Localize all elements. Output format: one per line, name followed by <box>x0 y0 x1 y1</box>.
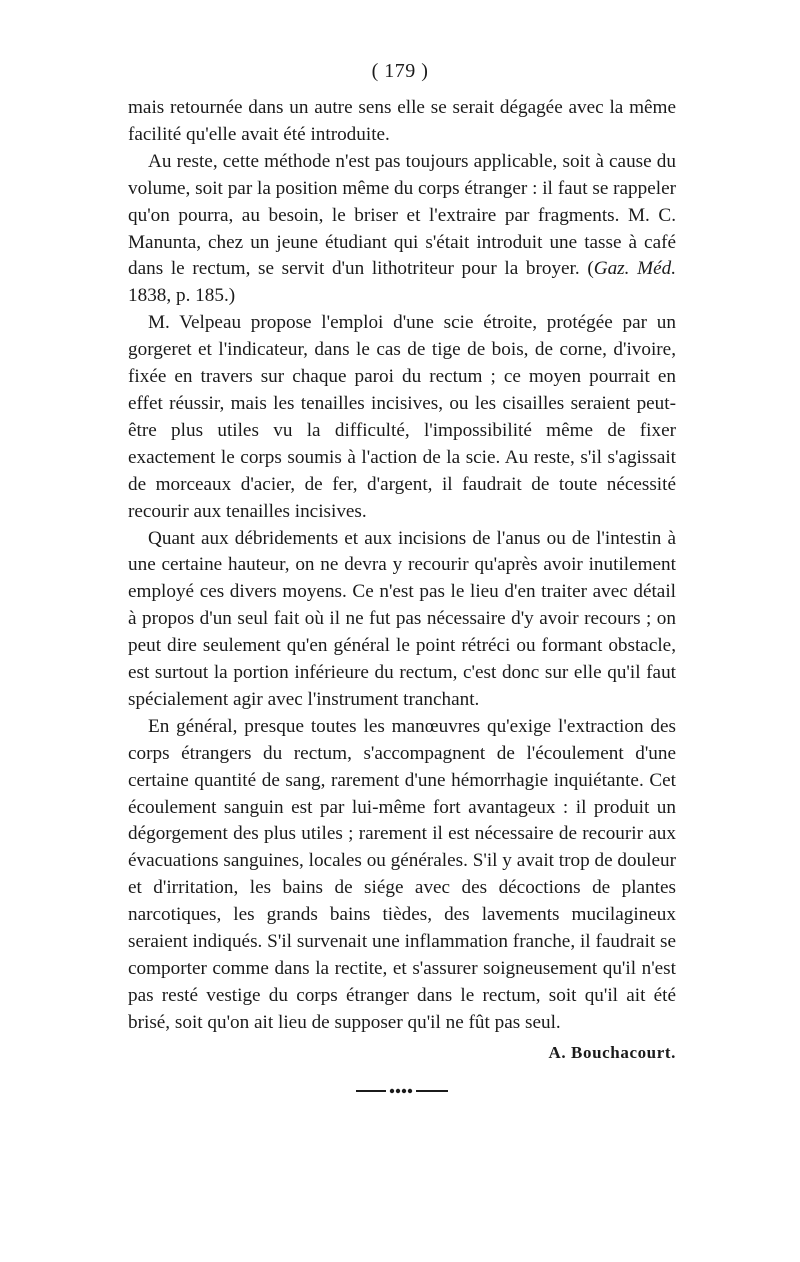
paragraph-2 <box>128 149 676 310</box>
page-number: ( 179 ) <box>371 60 429 82</box>
paragraph-2-after: 1838, p. 185.) <box>128 285 236 307</box>
paragraph-1-text: mais retournée dans un autre sens elle se serait dégagée avec la même facilité qu'elle avait été introduite. <box>128 97 676 145</box>
paragraph-2-text: Au reste, cette méthode n'est pas toujours applicable, soit à cause du volume, soit par la position même du corps étranger : il faut se rappeler qu'on pourra, au besoin, le briser et l'extraire par fragments. M. C. Manunta, chez un jeune étudiant qui s'était introduit une tasse à café dans le rectum, se servit d'un lithotriteur pour la broyer. ( <box>128 150 676 280</box>
paragraph-3-text: M. Velpeau propose l'emploi d'une scie étroite, protégée par un gorgeret et l'indicateur, dans le cas de tige de bois, de corne, d'ivoire, fixée en travers sur chaque paroi du rectum ; ce moyen pourrait en effet réussir, mais les tenailles incisives, ou les cisailles seraient peut-être plus utiles vu la difficulté, l'impossibilité même de fixer exactement le corps soumis à l'action de la scie. Au reste, s'il s'agissait de morceaux d'acier, de fer, d'argent, il faudrait de toute nécessité recourir aux tenailles incisives. <box>128 312 676 522</box>
citation: Gaz. Méd. <box>593 258 676 280</box>
dashed-rule-ornament-icon <box>356 1088 448 1094</box>
author-signature: A. Bouchacourt. <box>548 1042 676 1062</box>
paragraph-5-text: En général, presque toutes les manœuvres qu'exige l'extraction des corps étrangers du rectum, s'accompagnent de l'écoulement d'une certaine quantité de sang, rarement d'une hémorrhagie inquiétante. Cet écoulement sanguin est par lui-même fort avantageux : il produit un dégorgement des plus utiles ; rarement il est nécessaire de recourir aux évacuations sanguines, locales ou générales. S'il y avait trop de douleur et d'irritation, les bains de siége avec des décoctions de plantes narcotiques, les grands bains tièdes, des lavements mucilagineux seraient indiqués. S'il survenait une inflammation franche, il faudrait se comporter comme dans la rectite, et s'assurer soigneusement qu'il n'est pas resté vestige du corps étranger dans le rectum, soit qu'il ait été brisé, soit qu'on ait lieu de supposer qu'il ne fût pas seul. <box>128 715 677 1033</box>
paragraph-4-text: Quant aux débridements et aux incisions de l'anus ou de l'intestin à une certaine hauteur, on ne devra y recourir qu'après avoir inutilement employé ces divers moyens. Ce n'est pas le lieu d'en traiter avec détail à propos d'un seul fait où il ne fut pas nécessaire d'y avoir recours ; on peut dire seulement qu'en général le point rétréci ou formant obstacle, est surtout la portion inférieure du rectum, c'est donc sur elle qu'il faut spécialement agir avec l'instrument tranchant. <box>128 527 676 710</box>
paragraph-5 <box>128 714 676 1037</box>
body-text <box>128 95 676 1067</box>
paragraph-3 <box>128 310 676 525</box>
paragraph-1 <box>128 95 676 149</box>
paragraph-4 <box>128 526 676 714</box>
